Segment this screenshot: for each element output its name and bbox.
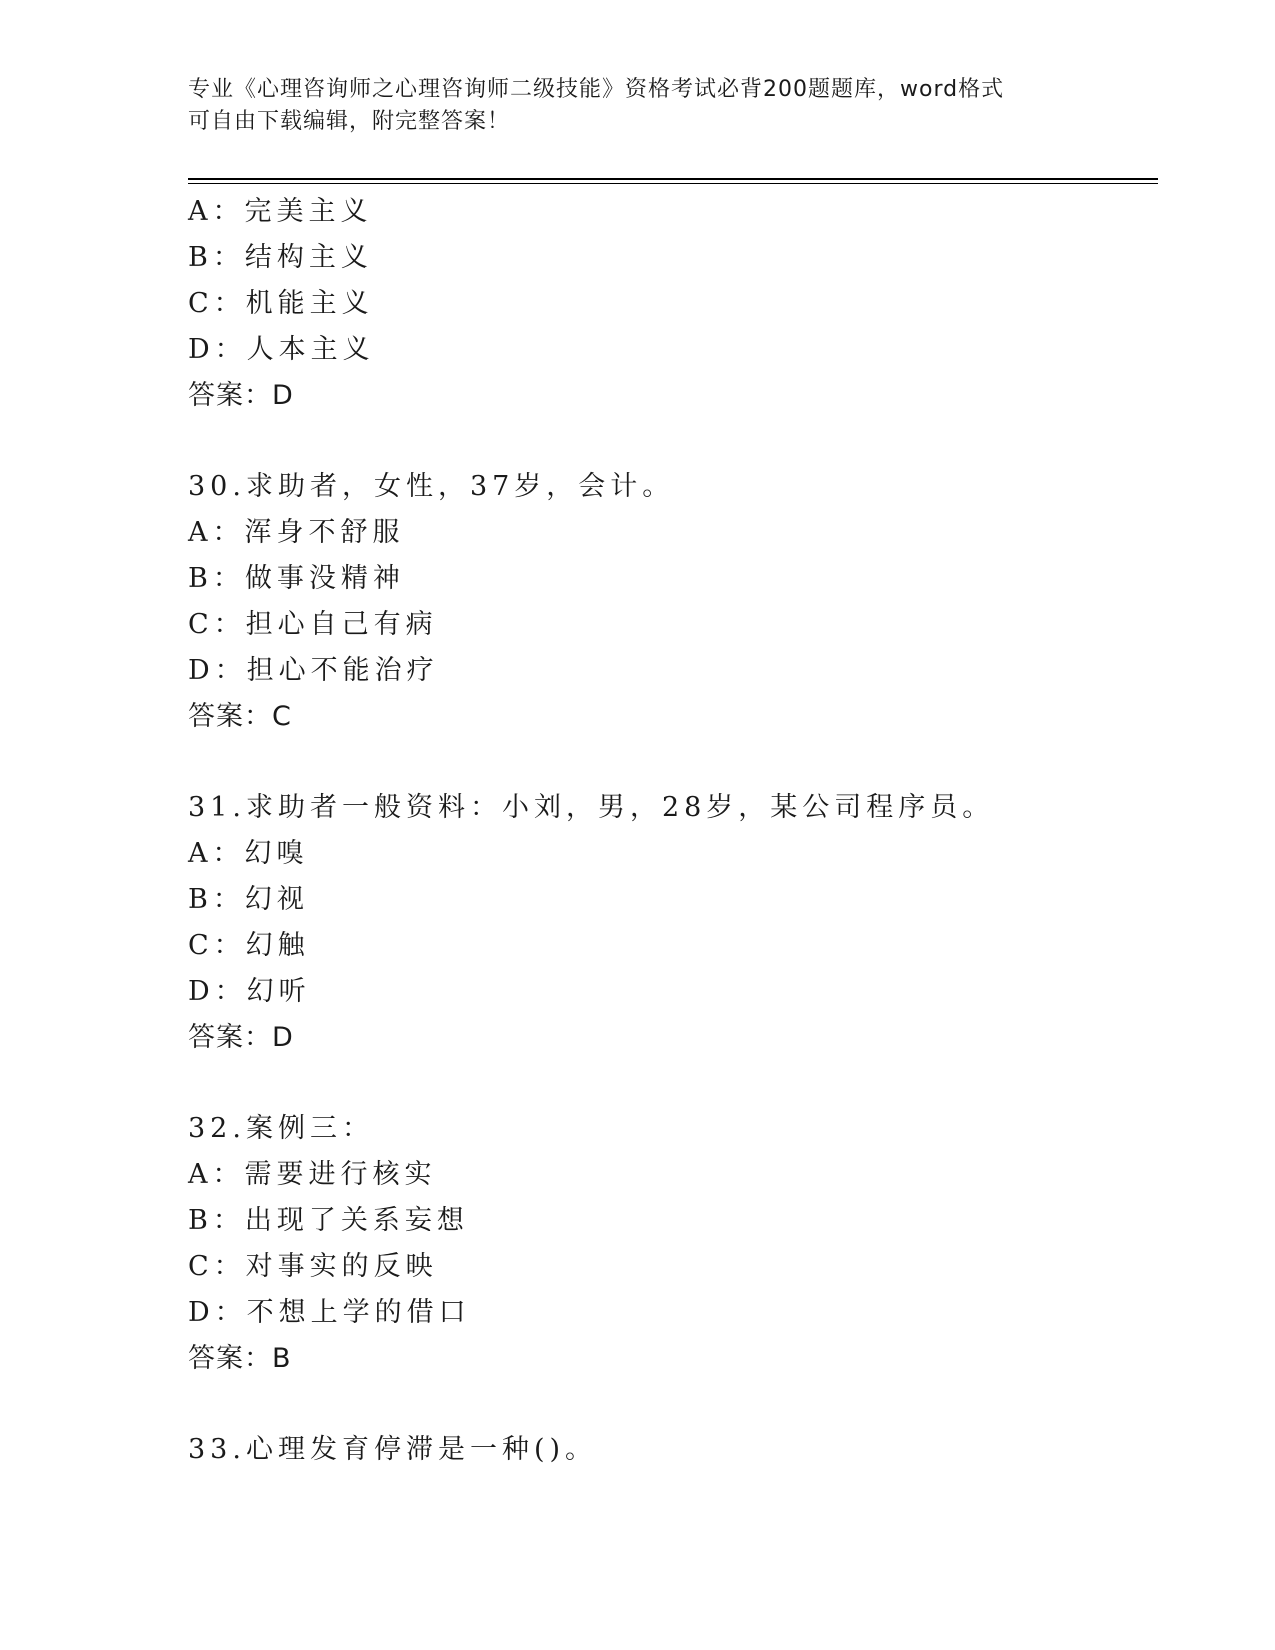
option-d: D：人本主义 [188,334,375,365]
option-c: C：担心自己有病 [188,609,438,640]
option-a: A：需要进行核实 [188,1159,437,1190]
question-stem: 31.求助者一般资料：小刘，男，28岁，某公司程序员。 [188,792,995,823]
option-a: A：完美主义 [188,196,373,227]
question-block [188,189,1148,419]
option-c: C：机能主义 [188,288,374,319]
option-b: B：结构主义 [188,242,373,273]
answer-line: 答案：D [188,1022,294,1053]
header-divider-thin [188,183,1158,184]
option-d: D：担心不能治疗 [188,655,439,686]
option-b: B：做事没精神 [188,563,405,594]
option-c: C：幻触 [188,930,310,961]
question-stem: 30.求助者，女性，37岁，会计。 [188,471,675,502]
option-d: D：幻听 [188,976,311,1007]
answer-line: 答案：C [188,701,292,732]
question-stem: 33.心理发育停滞是一种()。 [188,1434,598,1465]
question-block [188,464,1148,740]
question-block [188,1427,1148,1473]
option-a: A：浑身不舒服 [188,517,405,548]
question-stem: 32.案例三： [188,1113,374,1144]
option-b: B：出现了关系妄想 [188,1205,469,1236]
document-header [188,74,1088,138]
option-a: A：幻嗅 [188,838,309,869]
option-d: D：不想上学的借口 [188,1297,471,1328]
header-line-1: 专业《心理咨询师之心理咨询师二级技能》资格考试必背200题题库，word格式 [188,77,1005,102]
header-divider-thick [188,178,1158,180]
answer-line: 答案：D [188,380,294,411]
answer-line: 答案：B [188,1343,292,1374]
header-line-2: 可自由下载编辑，附完整答案！ [188,109,511,134]
question-block [188,1106,1148,1382]
option-c: C：对事实的反映 [188,1251,438,1282]
question-list [188,189,1148,1473]
question-block [188,785,1148,1061]
option-b: B：幻视 [188,884,309,915]
